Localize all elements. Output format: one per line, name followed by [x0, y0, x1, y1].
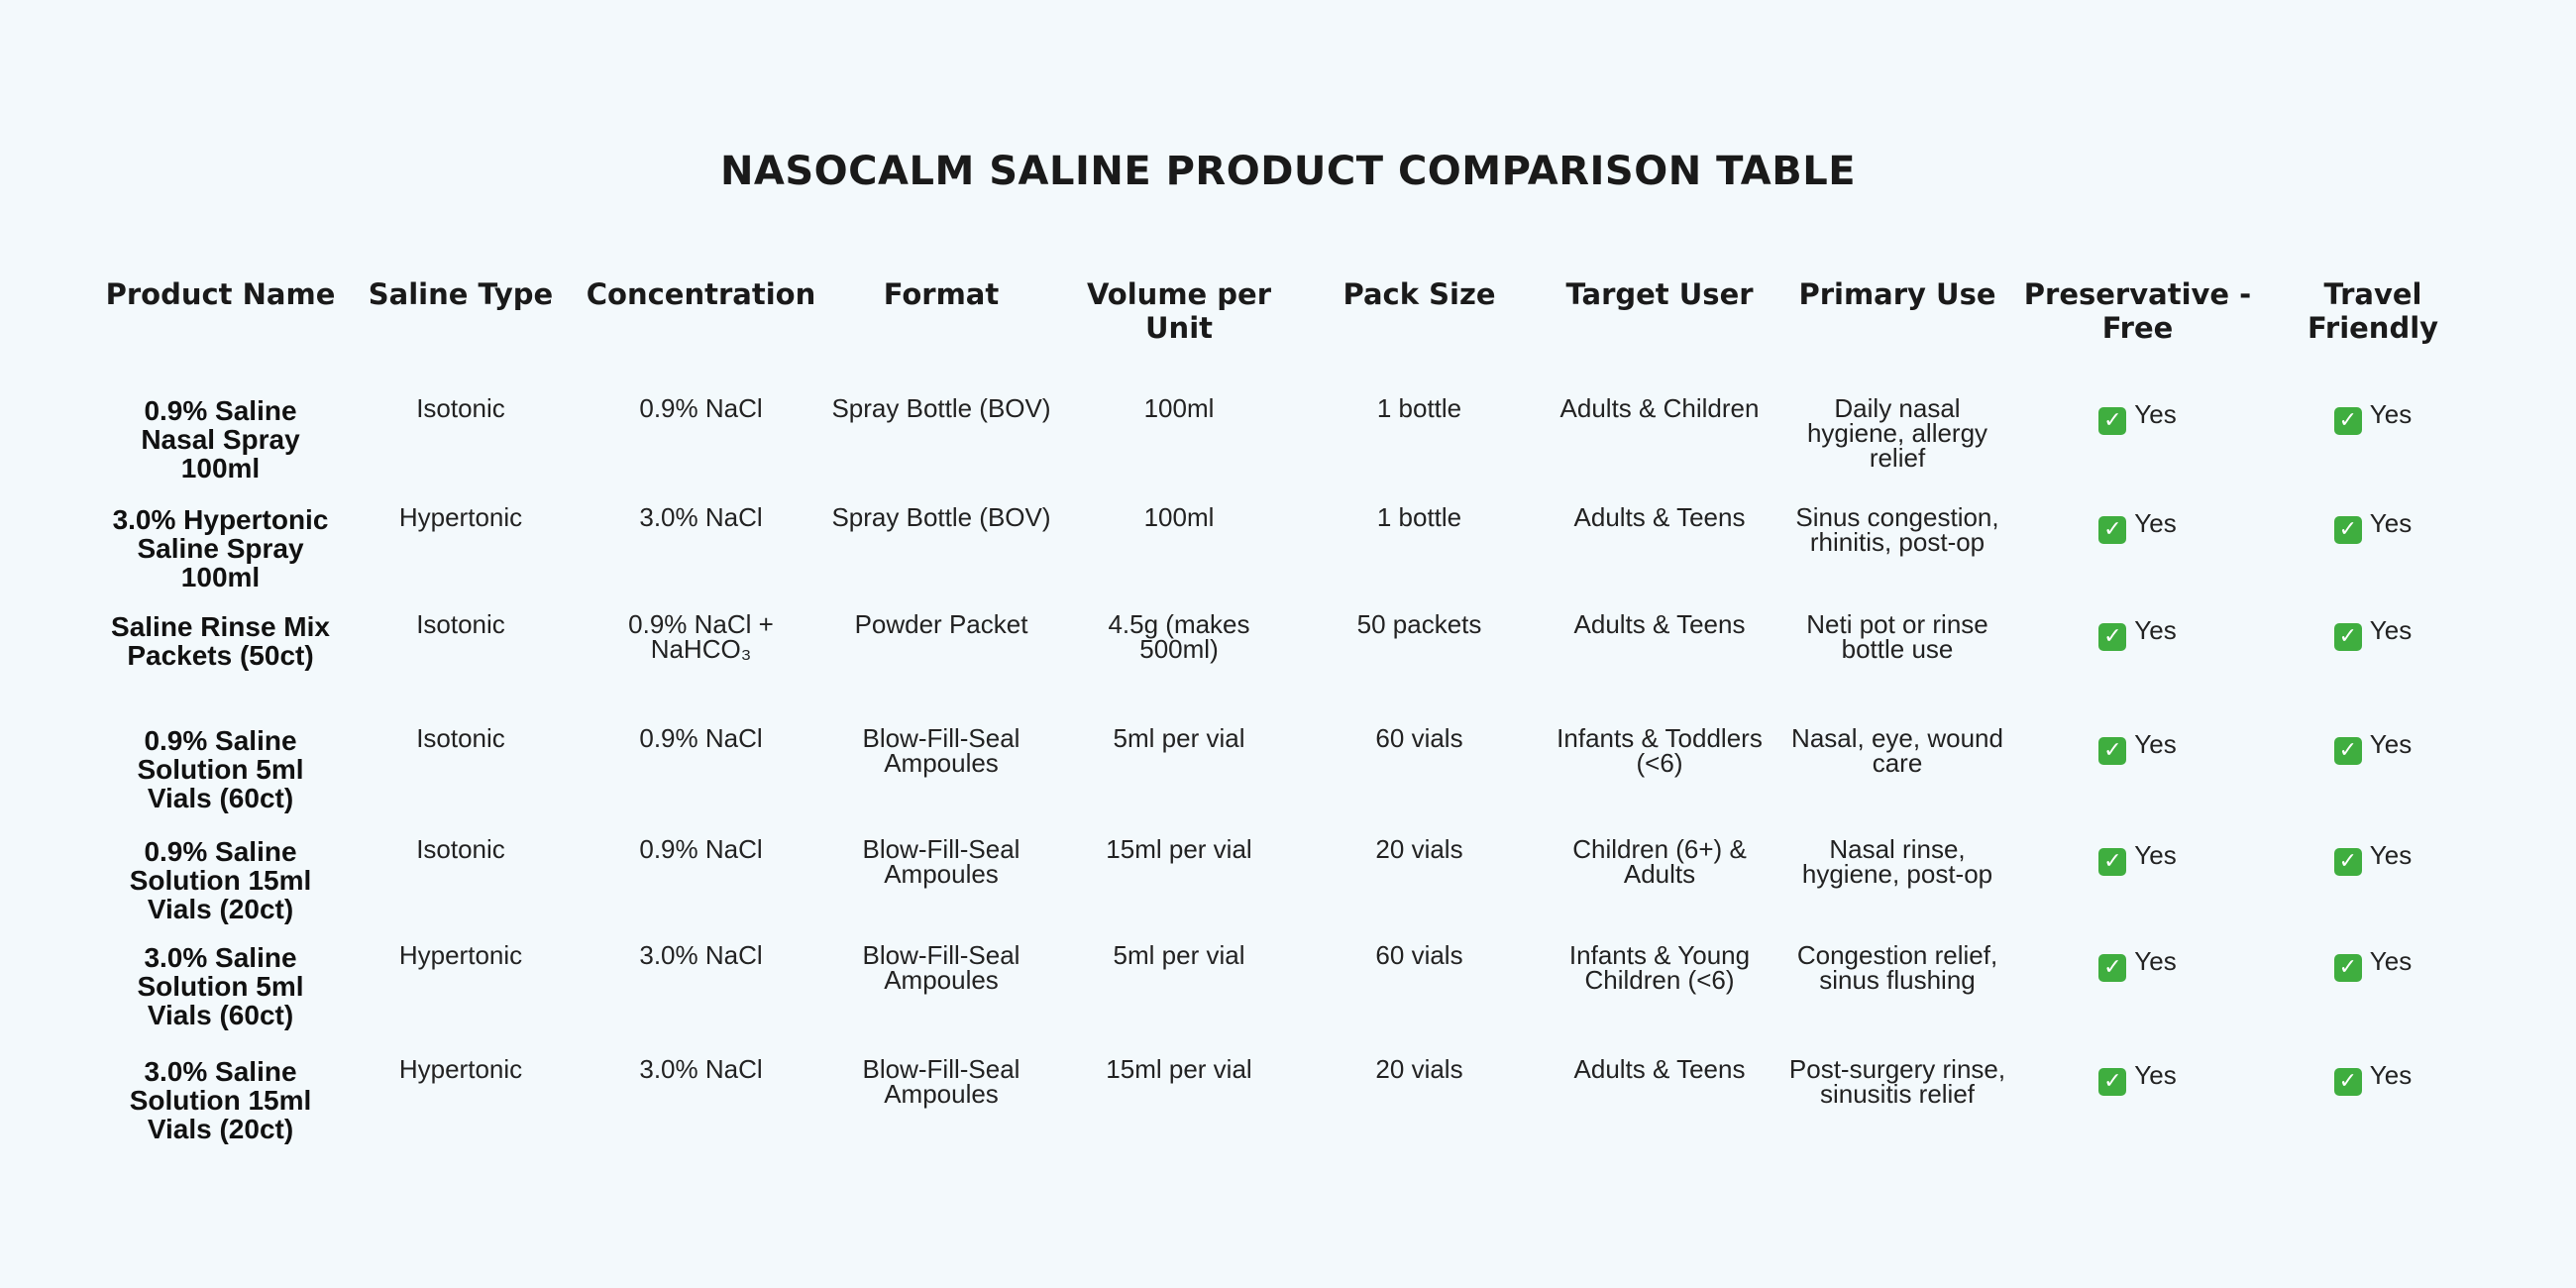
preservative-free-cell	[2016, 396, 2259, 505]
column-header: Concentration	[586, 277, 816, 311]
preservative-free-cell	[2016, 943, 2259, 1057]
saline-type-cell: Isotonic	[416, 834, 505, 864]
travel-friendly-cell	[2259, 726, 2487, 837]
saline-type-cell: Hypertonic	[398, 502, 523, 532]
check-mark-icon: ✓	[2334, 407, 2362, 435]
table-header-row	[99, 277, 2487, 396]
preservative-free-cell	[2016, 612, 2259, 726]
concentration-cell: 0.9% NaCl	[639, 834, 763, 864]
column-header: Volume per Unit	[1086, 277, 1272, 345]
yes-label: Yes	[2369, 615, 2413, 645]
table-row	[99, 837, 2487, 943]
format-cell: Blow-Fill-Seal Ampoules	[862, 723, 1020, 778]
product-name-cell: 0.9% Saline Nasal Spray 100ml	[141, 395, 300, 483]
primary-use-cell: Congestion relief, sinus flushing	[1796, 940, 1998, 995]
yes-label: Yes	[2134, 399, 2177, 429]
product-name-cell: 3.0% Saline Solution 5ml Vials (60ct)	[137, 942, 304, 1030]
yes-label: Yes	[2134, 729, 2177, 759]
pack-size-cell: 60 vials	[1375, 940, 1463, 970]
pack-size-cell: 60 vials	[1375, 723, 1463, 753]
check-mark-icon: ✓	[2334, 848, 2362, 876]
saline-type-cell: Isotonic	[416, 393, 505, 423]
saline-type-cell: Hypertonic	[398, 940, 523, 970]
primary-use-cell: Daily nasal hygiene, allergy relief	[1806, 393, 1988, 473]
volume-cell: 4.5g (makes 500ml)	[1108, 609, 1250, 664]
target-user-cell: Adults & Teens	[1573, 609, 1746, 639]
concentration-cell: 3.0% NaCl	[639, 502, 763, 532]
product-name-cell: 3.0% Saline Solution 15ml Vials (20ct)	[129, 1056, 312, 1144]
travel-friendly-cell	[2259, 837, 2487, 943]
yes-label: Yes	[2134, 840, 2177, 870]
primary-use-cell: Nasal, eye, wound care	[1791, 723, 2003, 778]
primary-use-cell: Post-surgery rinse, sinusitis relief	[1788, 1054, 2006, 1109]
table-row	[99, 612, 2487, 726]
check-mark-icon: ✓	[2334, 516, 2362, 544]
preservative-free-cell	[2016, 726, 2259, 837]
table-row	[99, 396, 2487, 505]
saline-type-cell: Hypertonic	[398, 1054, 523, 1084]
format-cell: Spray Bottle (BOV)	[831, 393, 1051, 423]
table-row	[99, 943, 2487, 1057]
preservative-free-cell	[2016, 1057, 2259, 1166]
target-user-cell: Children (6+) & Adults	[1572, 834, 1747, 889]
target-user-cell: Adults & Children	[1559, 393, 1760, 423]
volume-cell: 15ml per vial	[1106, 834, 1252, 864]
volume-cell: 5ml per vial	[1113, 940, 1245, 970]
column-header: Saline Type	[368, 277, 554, 311]
pack-size-cell: 50 packets	[1356, 609, 1482, 639]
travel-friendly-cell	[2259, 943, 2487, 1057]
yes-label: Yes	[2134, 508, 2177, 538]
check-mark-icon: ✓	[2098, 848, 2126, 876]
yes-label: Yes	[2369, 399, 2413, 429]
product-name-cell: Saline Rinse Mix Packets (50ct)	[111, 611, 330, 671]
format-cell: Blow-Fill-Seal Ampoules	[862, 834, 1020, 889]
saline-type-cell: Isotonic	[416, 723, 505, 753]
yes-label: Yes	[2369, 840, 2413, 870]
concentration-cell: 0.9% NaCl	[639, 393, 763, 423]
product-name-cell: 0.9% Saline Solution 15ml Vials (20ct)	[129, 836, 312, 924]
primary-use-cell: Neti pot or rinse bottle use	[1806, 609, 1988, 664]
preservative-free-cell	[2016, 505, 2259, 612]
primary-use-cell: Sinus congestion, rhinitis, post-op	[1795, 502, 1999, 557]
volume-cell: 15ml per vial	[1106, 1054, 1252, 1084]
format-cell: Blow-Fill-Seal Ampoules	[862, 940, 1020, 995]
pack-size-cell: 1 bottle	[1376, 393, 1462, 423]
table-row	[99, 505, 2487, 612]
yes-label: Yes	[2134, 946, 2177, 976]
check-mark-icon: ✓	[2098, 737, 2126, 765]
column-header: Preservative -Free	[2023, 277, 2252, 345]
target-user-cell: Adults & Teens	[1573, 1054, 1746, 1084]
yes-label: Yes	[2369, 1060, 2413, 1090]
product-name-cell: 3.0% Hypertonic Saline Spray 100ml	[112, 504, 329, 592]
column-header: Format	[883, 277, 1000, 311]
format-cell: Spray Bottle (BOV)	[831, 502, 1051, 532]
table-row	[99, 1057, 2487, 1166]
table-row	[99, 726, 2487, 837]
yes-label: Yes	[2134, 615, 2177, 645]
target-user-cell: Adults & Teens	[1573, 502, 1746, 532]
format-cell: Powder Packet	[854, 609, 1028, 639]
check-mark-icon: ✓	[2098, 623, 2126, 651]
concentration-cell: 0.9% NaCl + NaHCO₃	[628, 609, 774, 664]
check-mark-icon: ✓	[2098, 407, 2126, 435]
travel-friendly-cell	[2259, 505, 2487, 612]
yes-label: Yes	[2369, 508, 2413, 538]
target-user-cell: Infants & Toddlers (<6)	[1556, 723, 1763, 778]
concentration-cell: 0.9% NaCl	[639, 723, 763, 753]
yes-label: Yes	[2369, 729, 2413, 759]
travel-friendly-cell	[2259, 1057, 2487, 1166]
concentration-cell: 3.0% NaCl	[639, 1054, 763, 1084]
check-mark-icon: ✓	[2098, 954, 2126, 982]
pack-size-cell: 20 vials	[1375, 834, 1463, 864]
pack-size-cell: 1 bottle	[1376, 502, 1462, 532]
travel-friendly-cell	[2259, 396, 2487, 505]
product-name-cell: 0.9% Saline Solution 5ml Vials (60ct)	[137, 725, 304, 813]
check-mark-icon: ✓	[2334, 954, 2362, 982]
concentration-cell: 3.0% NaCl	[639, 940, 763, 970]
column-header: Product Name	[105, 277, 336, 311]
preservative-free-cell	[2016, 837, 2259, 943]
target-user-cell: Infants & Young Children (<6)	[1568, 940, 1751, 995]
check-mark-icon: ✓	[2098, 1068, 2126, 1096]
column-header: Primary Use	[1798, 277, 1996, 311]
format-cell: Blow-Fill-Seal Ampoules	[862, 1054, 1020, 1109]
volume-cell: 100ml	[1143, 393, 1215, 423]
check-mark-icon: ✓	[2334, 623, 2362, 651]
travel-friendly-cell	[2259, 612, 2487, 726]
yes-label: Yes	[2134, 1060, 2177, 1090]
comparison-table	[99, 277, 2487, 1166]
column-header: Target User	[1565, 277, 1754, 311]
saline-type-cell: Isotonic	[416, 609, 505, 639]
yes-label: Yes	[2369, 946, 2413, 976]
primary-use-cell: Nasal rinse, hygiene, post-op	[1801, 834, 1993, 889]
pack-size-cell: 20 vials	[1375, 1054, 1463, 1084]
volume-cell: 100ml	[1143, 502, 1215, 532]
check-mark-icon: ✓	[2334, 1068, 2362, 1096]
page-title: NASOCALM SALINE PRODUCT COMPARISON TABLE	[719, 149, 1857, 194]
volume-cell: 5ml per vial	[1113, 723, 1245, 753]
column-header: Pack Size	[1342, 277, 1496, 311]
column-header: Travel Friendly	[2307, 277, 2439, 345]
check-mark-icon: ✓	[2098, 516, 2126, 544]
check-mark-icon: ✓	[2334, 737, 2362, 765]
